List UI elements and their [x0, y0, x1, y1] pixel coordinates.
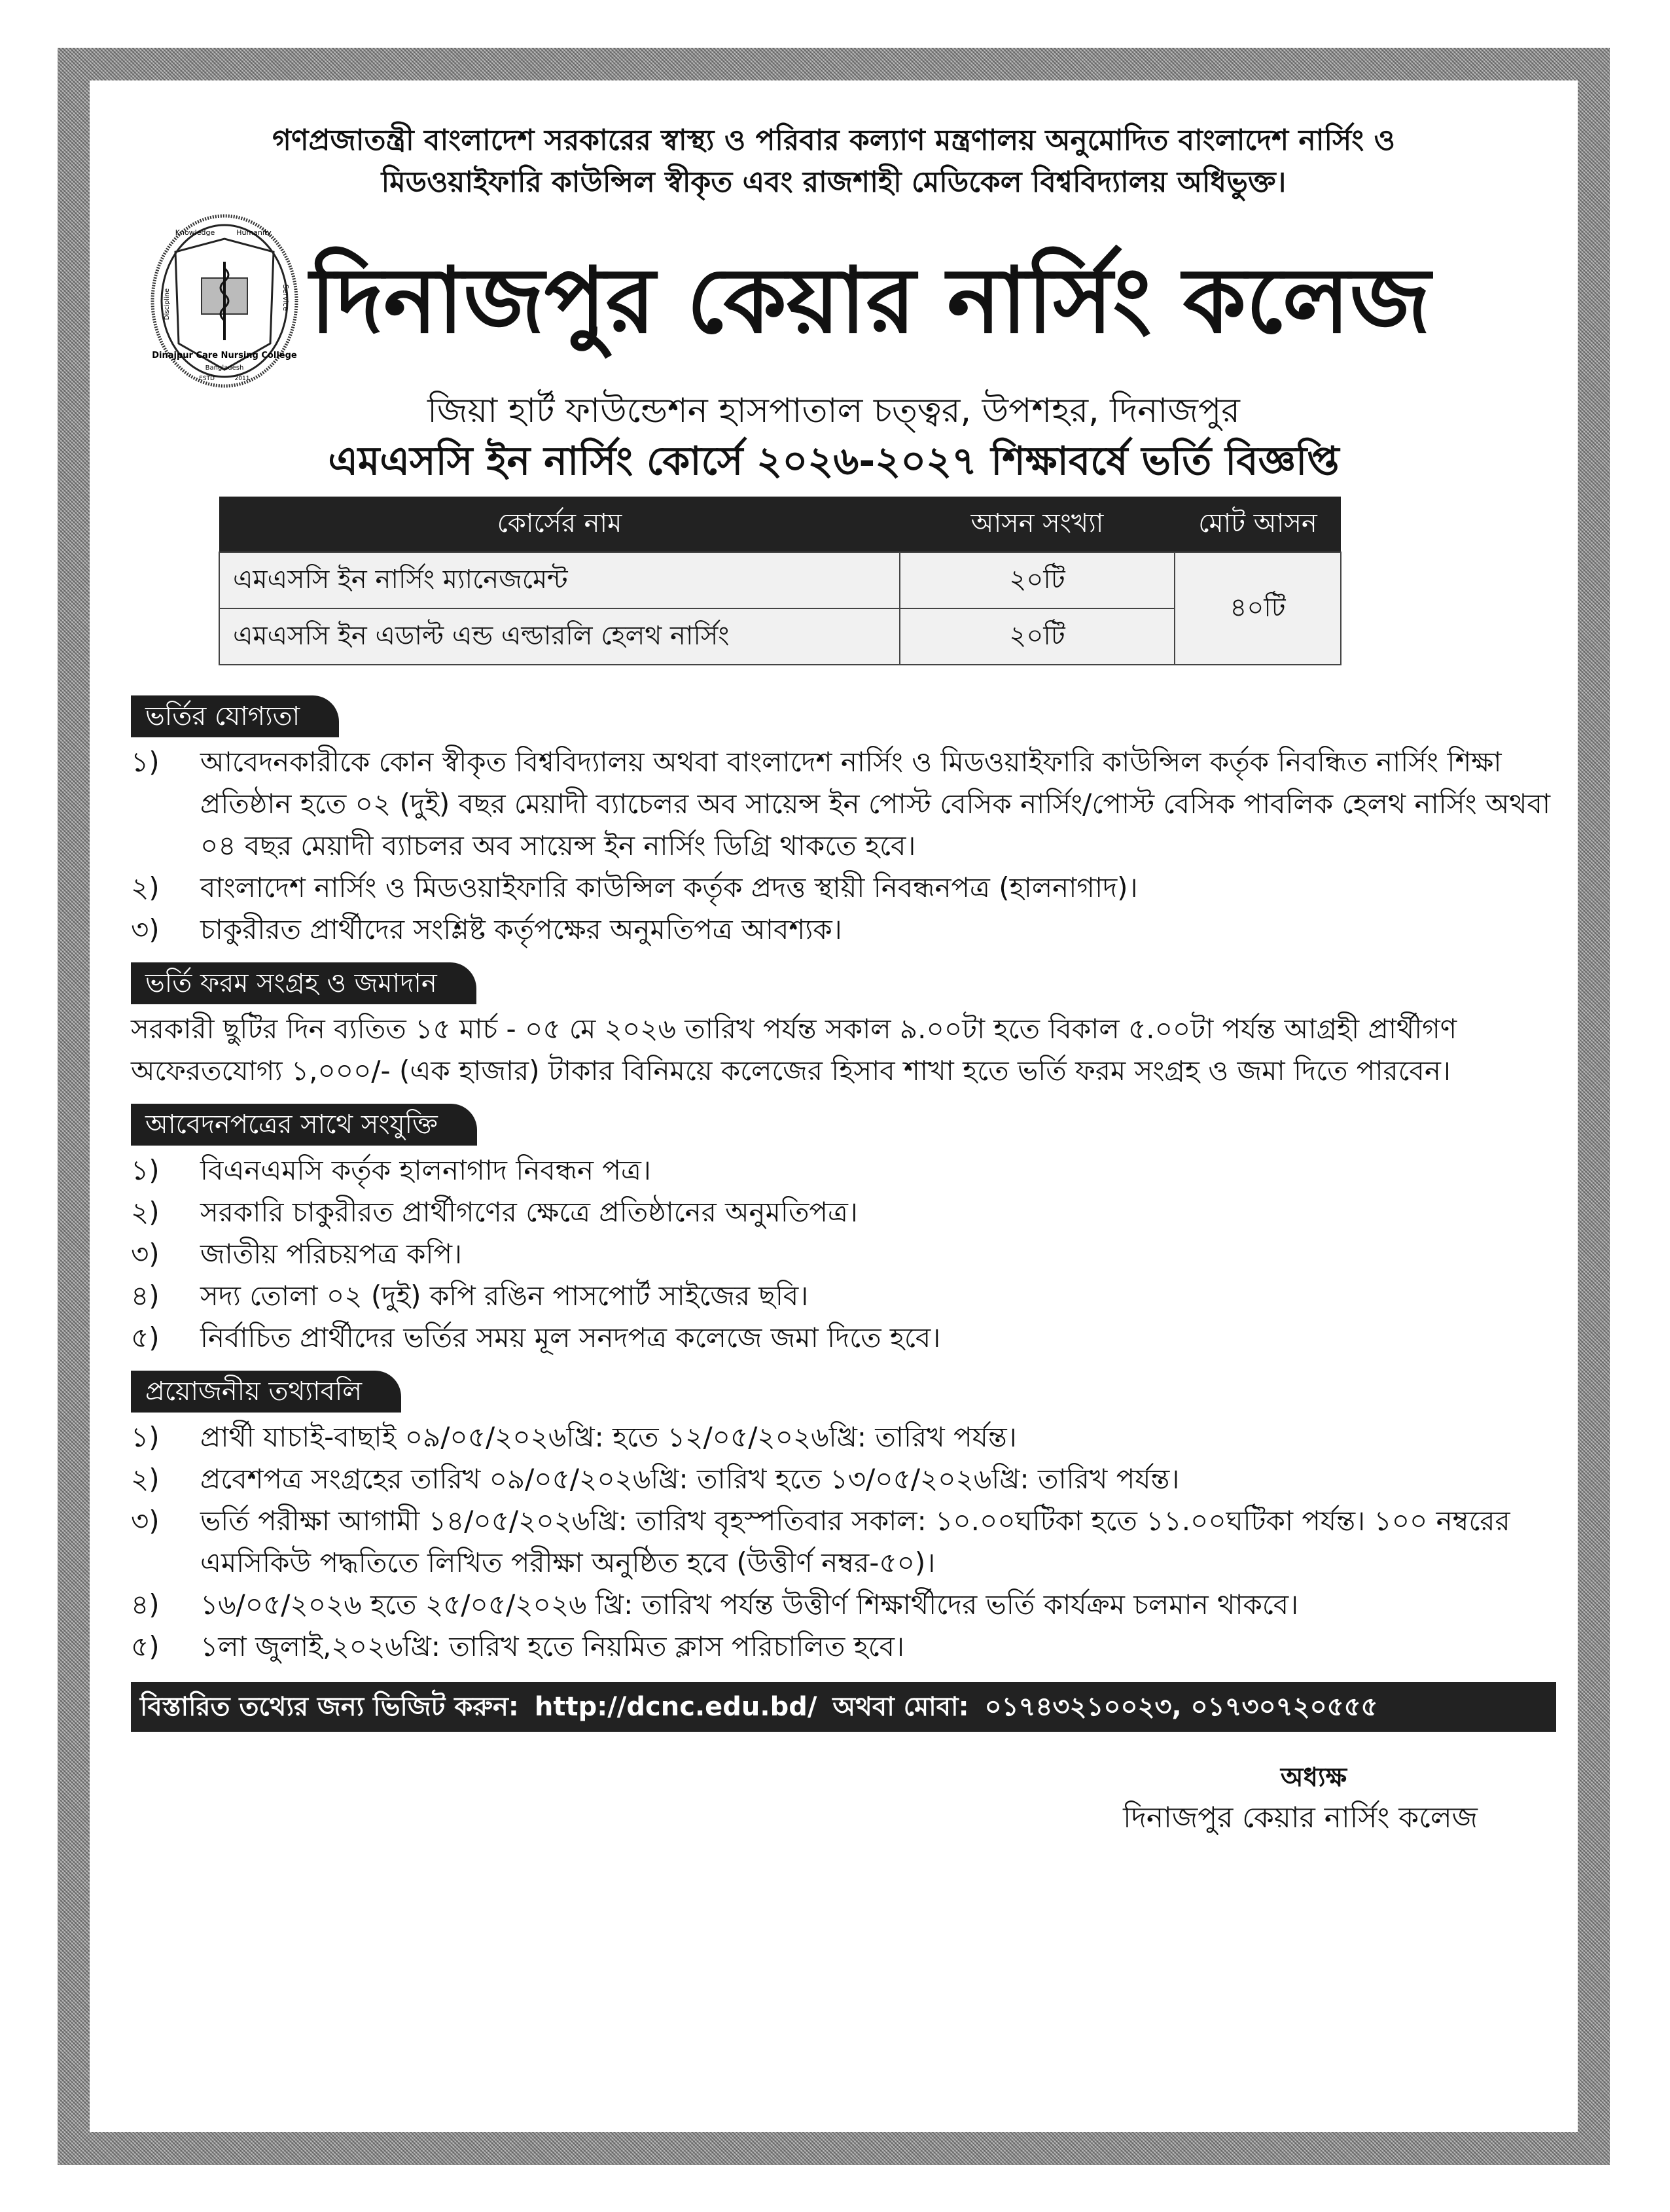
section-heading-attachments: আবেদনপত্রের সাথে সংযুক্তি — [131, 1104, 477, 1146]
approval-line-1: গণপ্রজাতন্ত্রী বাংলাদেশ সরকারের স্বাস্থ্য ও পরিবার কল্যাণ মন্ত্রণালয় অনুমোদিত বাংলাদেশ নার্সিং ও — [272, 124, 1395, 157]
contact-prefix: বিস্তারিত তথ্যের জন্য ভিজিট করুন: — [140, 1692, 519, 1722]
list-item — [131, 1416, 1556, 1458]
item-number: ৫) — [131, 1630, 160, 1662]
logo-text-humanity: Humanity — [236, 228, 272, 237]
logo-text-country: Bangladesh — [205, 364, 244, 372]
seats-table-header-row — [219, 497, 1341, 552]
logo-text-service: Service — [281, 284, 290, 311]
phone-numbers: ০১৭৪৩২১০০২৩, ০১৭৩০৭২০৫৫৫ — [984, 1692, 1378, 1722]
college-address: জিয়া হার্ট ফাউন্ডেশন হাসপাতাল চত্ত্বর, উপশহর, দিনাজপুর — [427, 391, 1240, 430]
item-number: ১) — [131, 1421, 160, 1453]
header-seat-count: আসন সংখ্যা — [900, 497, 1175, 552]
list-item — [131, 1191, 1556, 1233]
logo-text-discipline: Discipline — [164, 288, 171, 321]
signature-org: দিনাজপুর কেয়ার নার্সিং কলেজ — [1123, 1801, 1478, 1835]
approval-line-2: মিডওয়াইফারি কাউন্সিল স্বীকৃত এবং রাজশাহী মেডিকেল বিশ্ববিদ্যালয় অধিভুক্ত। — [381, 166, 1287, 199]
logo-text-year: 2011 — [234, 376, 250, 382]
item-number: ৫) — [131, 1322, 160, 1354]
item-number: ৪) — [131, 1589, 160, 1621]
item-number: ২) — [131, 1196, 160, 1228]
list-item — [131, 1150, 1556, 1191]
item-text: জাতীয় পরিচয়পত্র কপি। — [200, 1238, 463, 1270]
item-number: ২) — [131, 1463, 160, 1495]
item-text: সদ্য তোলা ০২ (দুই) কপি রঙিন পাসপোর্ট সাইজের ছবি। — [200, 1280, 809, 1312]
notice-content — [90, 80, 1578, 2132]
total-seats-cell: ৪০টি — [1175, 552, 1341, 665]
signature-title: অধ্যক্ষ — [1280, 1763, 1347, 1793]
item-number: ২) — [131, 871, 160, 904]
item-number: ৩) — [131, 1505, 160, 1537]
course-name-cell: এমএসসি ইন নার্সিং ম্যানেজমেন্ট — [219, 552, 900, 608]
header-total-seats: মোট আসন — [1175, 497, 1341, 552]
list-item — [131, 1458, 1556, 1500]
section-heading-required-info: প্রয়োজনীয় তথ্যাবলি — [131, 1371, 401, 1413]
college-logo — [149, 213, 300, 389]
college-name-title: দিনাজপুর কেয়ার নার্সিং কলেজ — [310, 248, 1431, 353]
signature-block — [131, 1758, 1556, 1839]
item-text: প্রার্থী যাচাই-বাছাই ০৯/০৫/২০২৬খ্রি: হতে ১২/০৫/২০২৬খ্রি: তারিখ পর্যন্ত। — [200, 1421, 1017, 1453]
item-text: প্রবেশপত্র সংগ্রহের তারিখ ০৯/০৫/২০২৬খ্রি: তারিখ হতে ১৩/০৫/২০২৬খ্রি: তারিখ পর্যন্ত। — [200, 1463, 1180, 1495]
list-item — [131, 1500, 1556, 1584]
contact-banner — [131, 1682, 1556, 1732]
list-item — [131, 1275, 1556, 1317]
website-link[interactable]: http://dcnc.edu.bd/ — [534, 1692, 817, 1722]
list-item — [131, 909, 1556, 951]
item-text: ১৬/০৫/২০২৬ হতে ২৫/০৫/২০২৬ খ্রি: তারিখ পর্যন্ত উত্তীর্ণ শিক্ষার্থীদের ভর্তি কার্যক্রম চলমান থাকবে। — [200, 1589, 1299, 1621]
section-heading-eligibility: ভর্তির যোগ্যতা — [131, 695, 339, 737]
item-text: চাকুরীরত প্রার্থীদের সংশ্লিষ্ট কর্তৃপক্ষের অনুমতিপত্র আবশ্যক। — [200, 913, 842, 945]
table-row — [219, 552, 1341, 608]
list-item — [131, 1317, 1556, 1359]
seats-table — [219, 497, 1341, 665]
list-item — [131, 1233, 1556, 1275]
eligibility-list — [131, 741, 1556, 951]
logo-text-estd: ESTD — [199, 376, 215, 382]
item-text: বাংলাদেশ নার্সিং ও মিডওয়াইফারি কাউন্সিল কর্তৃক প্রদত্ত স্থায়ী নিবন্ধনপত্র (হালনাগাদ)। — [200, 871, 1138, 904]
table-row — [219, 608, 1341, 665]
item-text: ভর্তি পরীক্ষা আগামী ১৪/০৫/২০২৬খ্রি: তারিখ বৃহস্পতিবার সকাল: ১০.০০ঘটিকা হতে ১১.০০ঘটিকা পর্যন্ত। ১০০ নম্বরের এমসিকিউ পদ্ধতিতে লিখিত পরীক্ষা অনুষ্ঠিত হবে (উত্তীর্ণ নম্বর-৫০)। — [200, 1505, 1510, 1579]
list-item — [131, 867, 1556, 909]
logo-text-ring: Dinajpur Care Nursing College — [152, 351, 297, 360]
seat-count-cell: ২০টি — [900, 608, 1175, 665]
list-item — [131, 741, 1556, 867]
item-number: ১) — [131, 1154, 160, 1186]
item-number: ৩) — [131, 913, 160, 945]
required-info-list — [131, 1416, 1556, 1668]
item-text: আবেদনকারীকে কোন স্বীকৃত বিশ্ববিদ্যালয় অথবা বাংলাদেশ নার্সিং ও মিডওয়াইফারি কাউন্সিল কর্তৃক নিবন্ধিত নার্সিং শিক্ষা প্রতিষ্ঠান হতে ০২ (দুই) বছর মেয়াদী ব্যাচেলর অব সায়েন্স ইন পোস্ট বেসিক নার্সিং/পোস্ট বেসিক পাবলিক হেলথ নার্সিং অথবা ০৪ বছর মেয়াদী ব্যাচলর অব সায়েন্স ইন নার্সিং ডিগ্রি থাকতে হবে। — [200, 746, 1551, 862]
attachments-list — [131, 1150, 1556, 1359]
item-number: ৪) — [131, 1280, 160, 1312]
notice-body — [131, 684, 1556, 1839]
item-text: ১লা জুলাই,২০২৬খ্রি: তারিখ হতে নিয়মিত ক্লাস পরিচালিত হবে। — [200, 1630, 905, 1662]
item-text: সরকারি চাকুরীরত প্রার্থীগণের ক্ষেত্রে প্রতিষ্ঠানের অনুমতিপত্র। — [200, 1196, 858, 1228]
logo-text-knowledge: Knowledge — [175, 228, 215, 237]
list-item — [131, 1626, 1556, 1668]
course-name-cell: এমএসসি ইন এডাল্ট এন্ড এল্ডারলি হেলথ নার্সিং — [219, 608, 900, 665]
item-text: বিএনএমসি কর্তৃক হালনাগাদ নিবন্ধন পত্র। — [200, 1154, 651, 1186]
form-collection-text: সরকারী ছুটির দিন ব্যতিত ১৫ মার্চ - ০৫ মে ২০২৬ তারিখ পর্যন্ত সকাল ৯.০০টা হতে বিকাল ৫.০০টা পর্যন্ত আগ্রহী প্রার্থীগণ অফেরতযোগ্য ১,০০০/- (এক হাজার) টাকার বিনিময়ে কলেজের হিসাব শাখা হতে ভর্তি ফরম সংগ্রহ ও জমা দিতে পারবেন। — [131, 1013, 1457, 1087]
title-row — [149, 213, 1578, 389]
seat-count-cell: ২০টি — [900, 552, 1175, 608]
header-course-name: কোর্সের নাম — [219, 497, 900, 552]
item-number: ১) — [131, 746, 160, 778]
contact-middle: অথবা মোবা: — [832, 1692, 969, 1722]
admission-notice-title: এমএসসি ইন নার্সিং কোর্সে ২০২৬-২০২৭ শিক্ষাবর্ষে ভর্তি বিজ্ঞপ্তি — [328, 438, 1340, 484]
section-heading-form-collection: ভর্তি ফরম সংগ্রহ ও জমাদান — [131, 962, 476, 1004]
list-item — [131, 1584, 1556, 1626]
item-number: ৩) — [131, 1238, 160, 1270]
item-text: নির্বাচিত প্রার্থীদের ভর্তির সময় মূল সনদপত্র কলেজে জমা দিতে হবে। — [200, 1322, 941, 1354]
